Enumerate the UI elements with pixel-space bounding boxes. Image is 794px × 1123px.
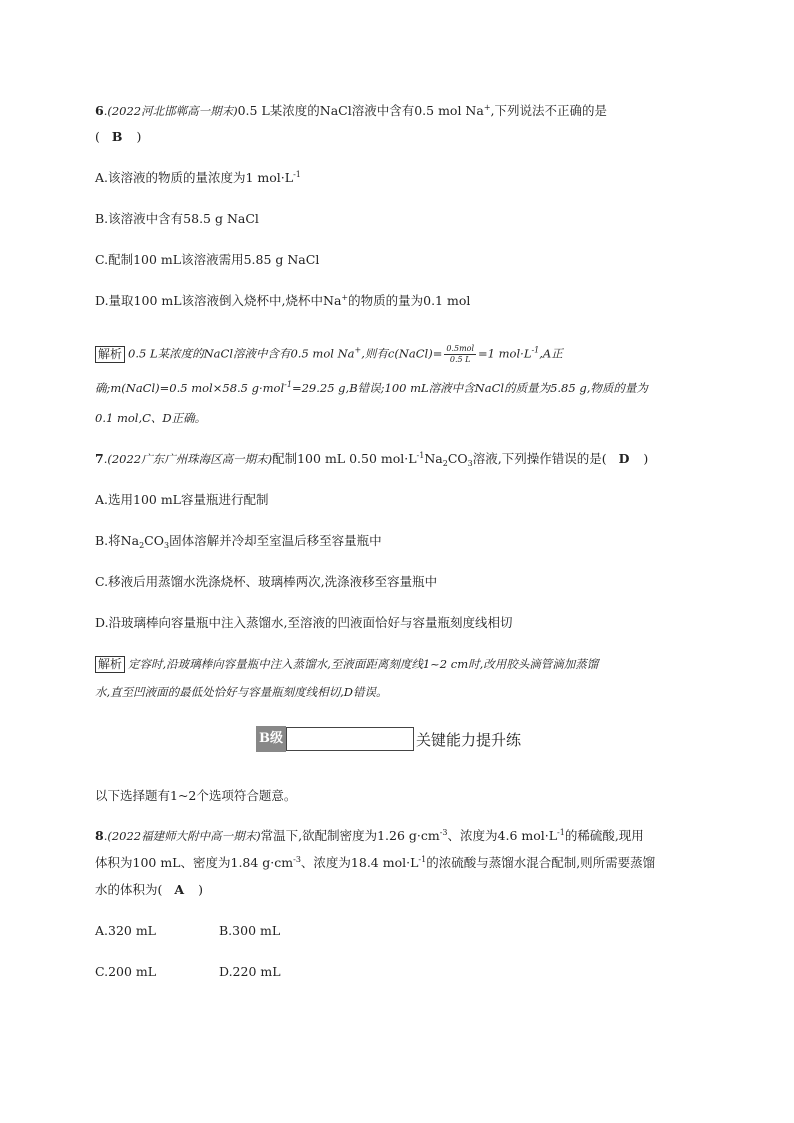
q8-option-d: D.220 mL — [219, 964, 281, 979]
q8-option-a: A.320 mL — [95, 923, 156, 938]
q7-explanation-line2: 水,直至凹液面的最低处恰好与容量瓶刻度线相切,D错误。 — [95, 685, 388, 699]
q6-explanation-line2: 确;m(NaCl)=0.5 mol×58.5 g·mol$^{-1}$=29.25 g,B错误;100 mL溶液中含NaCl的质量为5.85 g,物质的量为 — [95, 380, 648, 395]
q8-options-row1 — [95, 923, 280, 939]
q7-answer-letter: D — [618, 451, 630, 466]
level-box — [286, 727, 414, 751]
q6-option-c: C.配制100 mL该溶液需用5.85 g NaCl — [95, 252, 320, 267]
q6-option-d: D.量取100 mL该溶液倒入烧杯中,烧杯中Na+的物质的量为0.1 mol — [95, 293, 471, 308]
q8-stem-line3: 水的体积为( A ) — [95, 882, 203, 897]
q6-option-b: B.该溶液中含有58.5 g NaCl — [95, 211, 259, 226]
level-heading — [256, 726, 521, 752]
q7-explanation-line1: 解析 定容时,沿玻璃棒向容量瓶中注入蒸馏水,至液面距离刻度线1~2 cm时,改用胶头滴管滴加蒸馏 — [95, 656, 598, 673]
q6-explanation-line1: 解析 0.5 L某浓度的NaCl溶液中含有0.5 mol Na+,则有c(NaCl)= $\frac{\text{0.5mol}}{0.5 L}$ =1 $mol\cdot L^{-1},A$正 — [95, 344, 563, 365]
q8-answer-letter: A — [174, 882, 185, 897]
q8-options-row2 — [95, 964, 281, 980]
q8-number: 8 — [95, 828, 104, 843]
q8-option-b: B.300 mL — [219, 923, 281, 938]
q6-answer: ( B ) — [95, 129, 142, 144]
q7-option-d: D.沿玻璃棒向容量瓶中注入蒸馏水,至溶液的凹液面恰好与容量瓶刻度线相切 — [95, 615, 513, 630]
fraction: $\frac{\text{0.5mol}}{0.5 L}$ — [446, 344, 475, 364]
q7-number: 7 — [95, 451, 104, 466]
q7-option-b: B.将$Na_2CO_3$固体溶解并冷却至室温后移至容量瓶中 — [95, 533, 382, 550]
q6-option-a: A.该溶液的物质的量浓度为1 $mol\cdot L^{-1}$ — [95, 170, 301, 185]
explanation-tag: 解析 — [95, 656, 125, 673]
q6-number: 6 — [95, 103, 104, 118]
q8-stem-line2: 体积为100 mL、密度为1.84 $g\cdot cm^{-3}$、浓度为18.4 $mol\cdot L^{-1}$的浓硫酸与蒸馏水混合配制,则所需要蒸馏 — [95, 855, 656, 870]
q6-explanation-line3: 0.1 mol,C、D正确。 — [95, 411, 207, 425]
q7-option-a: A.选用100 mL容量瓶进行配制 — [95, 492, 269, 507]
q6-answer-letter: B — [111, 129, 123, 144]
level-badge: B级 — [256, 726, 286, 752]
explanation-tag: 解析 — [95, 346, 125, 363]
level-title: 关键能力提升练 — [416, 730, 522, 749]
q7-option-c: C.移液后用蒸馏水洗涤烧杯、玻璃棒两次,洗涤液移至容量瓶中 — [95, 574, 438, 589]
q6-stem: 6.(2022河北邯郸高一期末)0.5 L某浓度的NaCl溶液中含有0.5 mol Na+,下列说法不正确的是 — [95, 103, 607, 118]
q7-stem: 7.(2022广东广州珠海区高一期末)配制100 mL 0.50 $mol\cdot L^{-1}Na_2CO_3$溶液,下列操作错误的是( D ) — [95, 451, 649, 468]
q8-stem-line1: 8.(2022福建师大附中高一期末)常温下,欲配制密度为1.26 $g\cdot cm^{-3}$、浓度为4.6 $mol\cdot L^{-1}$的稀硫酸,现用 — [95, 828, 644, 843]
instructions: 以下选择题有1~2个选项符合题意。 — [95, 788, 297, 803]
q8-option-c: C.200 mL — [95, 964, 157, 979]
